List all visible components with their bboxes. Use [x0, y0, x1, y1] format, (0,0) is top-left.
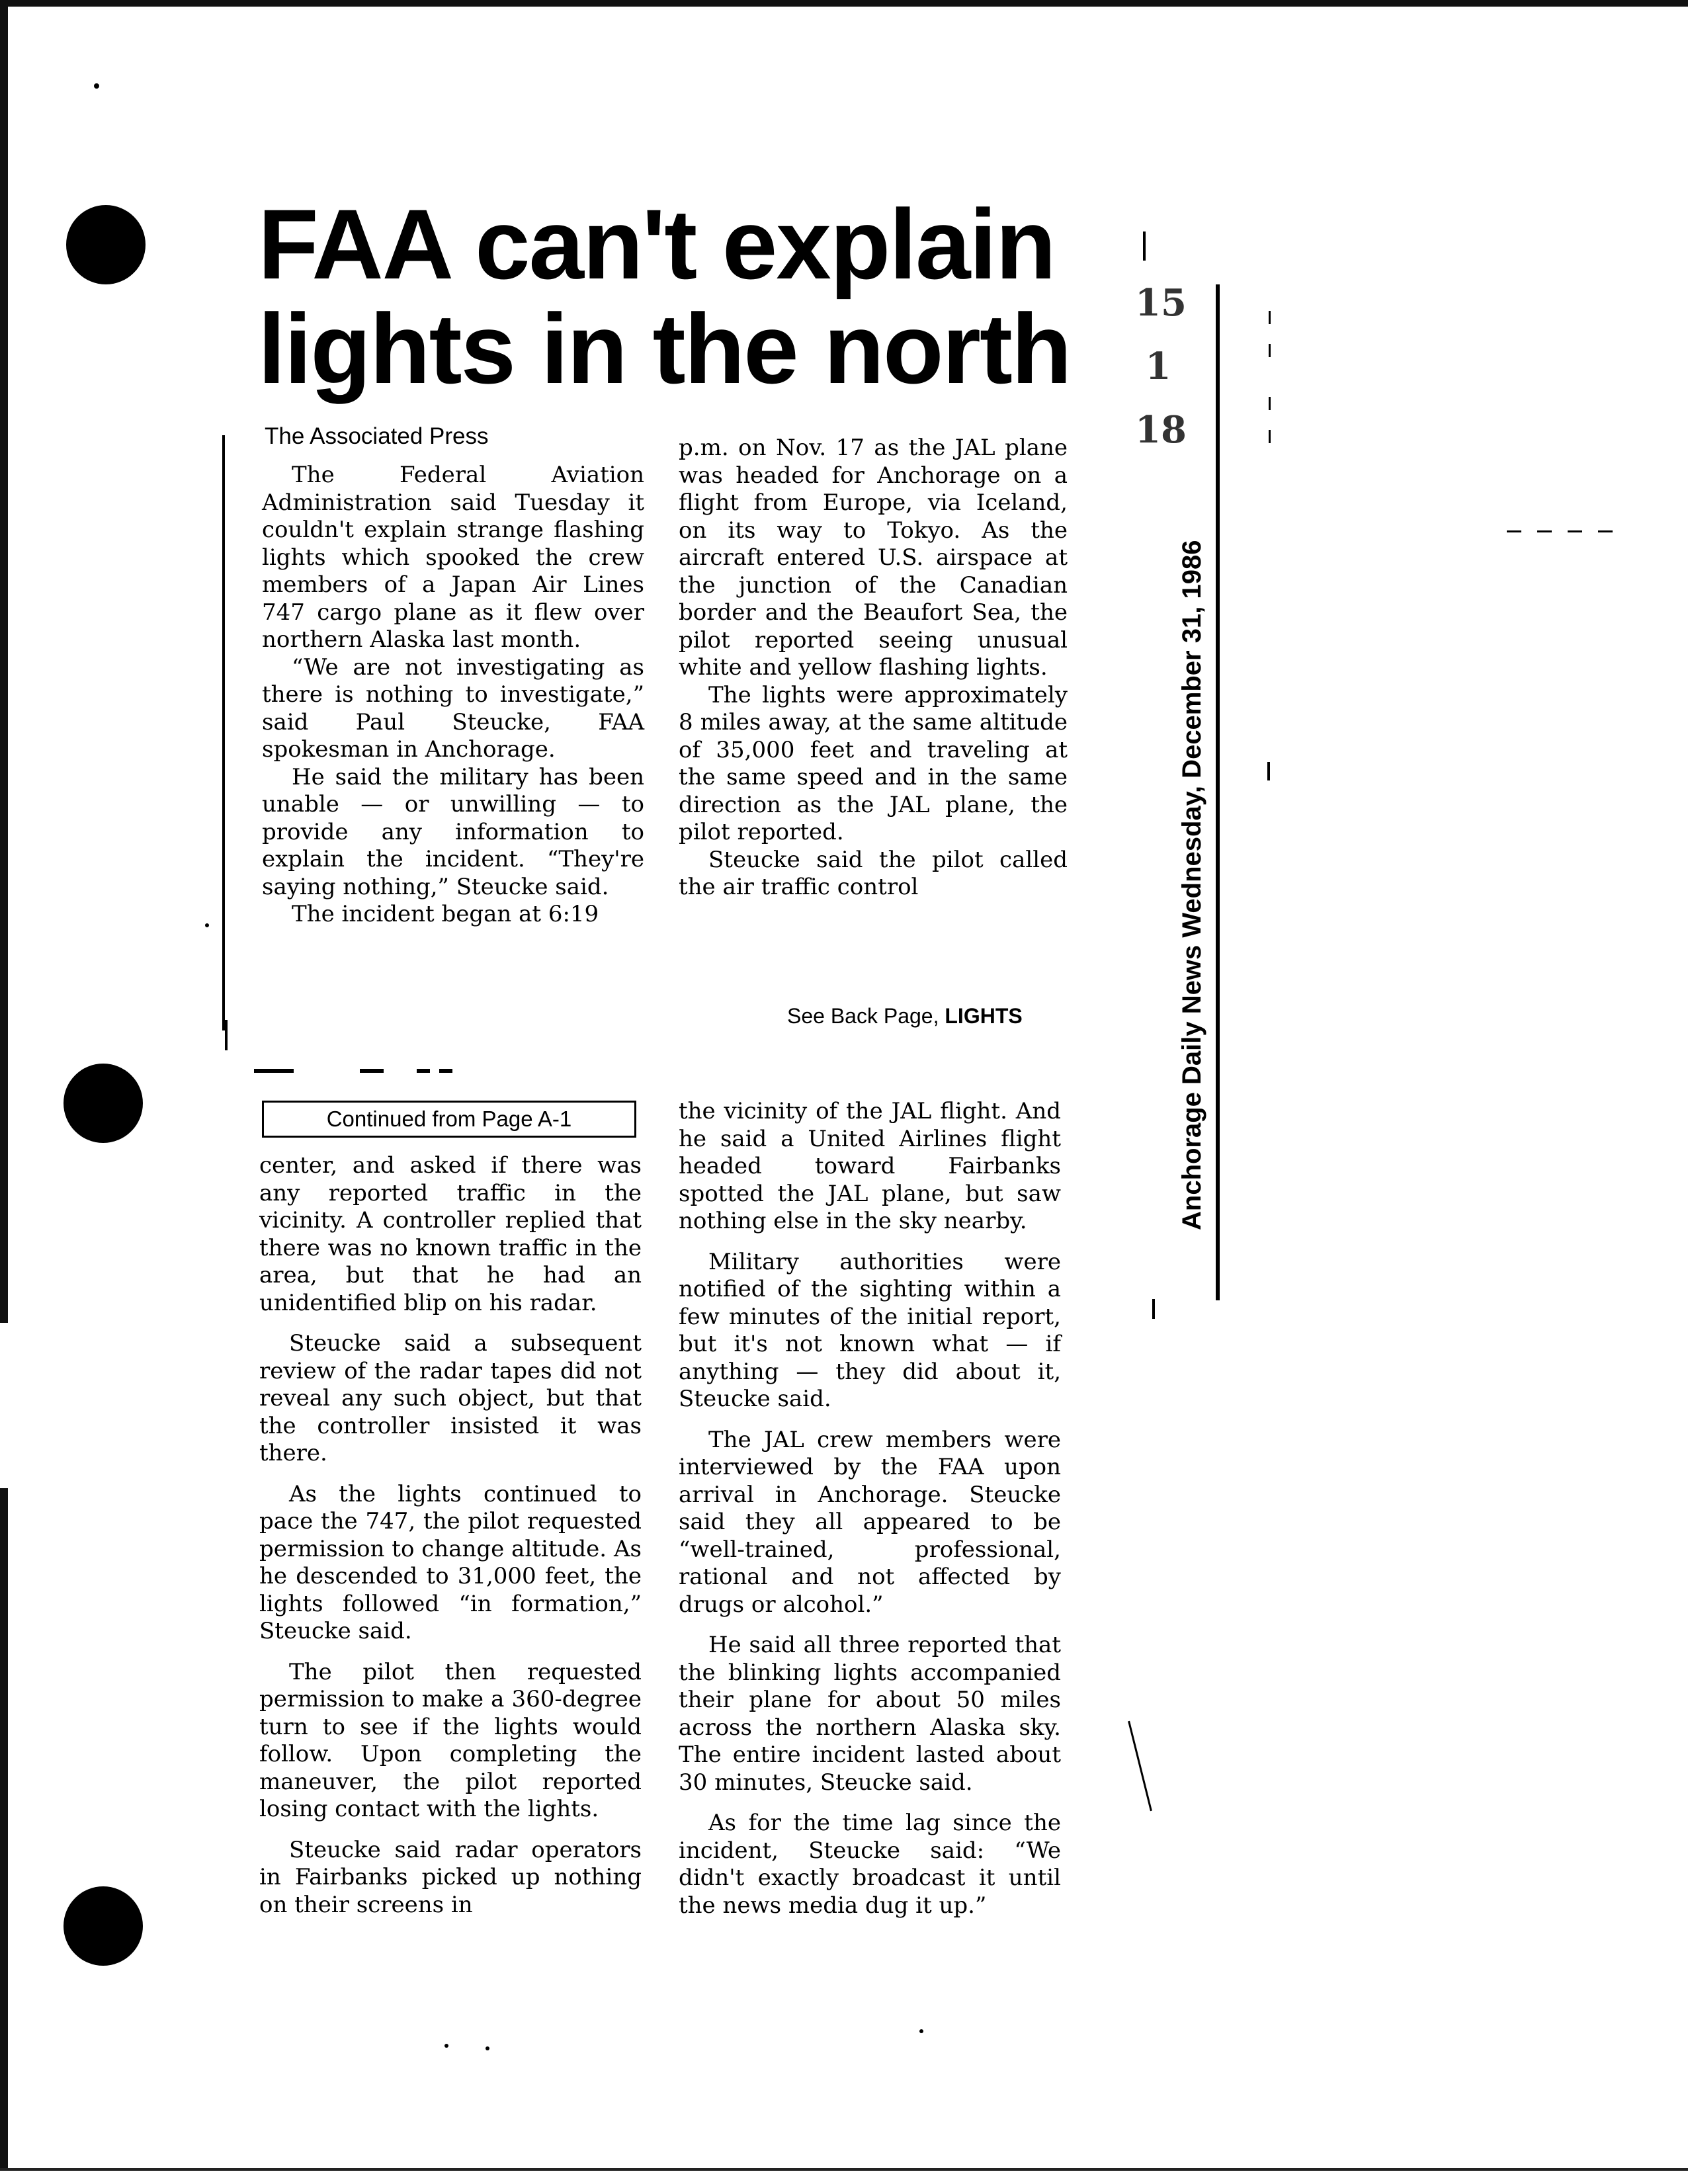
scan-speck [94, 83, 99, 89]
paragraph: The lights were approximately 8 miles away, at the same altitude of 35,000 feet and traveling at the same speed and in the same direction as the JAL plane, the pilot reported. [679, 681, 1068, 845]
paragraph: p.m. on Nov. 17 as the JAL plane was headed for Anchorage on a flight from Europe, via Iceland, on its way to Tokyo. As the aircraft entered U.S. airspace at the junction of the Canadian border and the Beaufort Sea, the pilot reported seeing unusual white and yellow flashing lights. [679, 435, 1068, 681]
column-rule [222, 435, 225, 1030]
paragraph: The pilot then requested permission to make a 360-degree turn to see if the lights would follow. Upon completing the maneuver, the pilot reported losing contact with the lights. [259, 1658, 642, 1822]
scan-mark [1269, 344, 1271, 357]
scan-speck [444, 2044, 448, 2048]
paragraph: The incident began at 6:19 [292, 901, 599, 927]
headline-line-2: lights in the north [258, 293, 1071, 404]
scan-mark [1128, 1721, 1152, 1812]
scan-mark [225, 1020, 228, 1050]
stamp-line: 15 [1135, 281, 1187, 325]
jump-line [787, 1004, 1023, 1029]
paragraph: Steucke said radar operators in Fairbanks picked up nothing on their screens in [259, 1836, 642, 1918]
scan-mark [1267, 762, 1270, 780]
page-edge-bottom [0, 2168, 1688, 2171]
scan-mark [1568, 530, 1582, 532]
scan-speck [205, 923, 209, 927]
paragraph: “We are not investigating as there is nothing to investigate,” said Paul Steucke, FAA spokesman in Anchorage. [262, 653, 644, 763]
scan-mark [1269, 430, 1271, 443]
article-column-4 [679, 1098, 1061, 1919]
scan-mark [1143, 231, 1146, 261]
headline [258, 189, 1091, 404]
paragraph: As for the time lag since the incident, Steucke said: “We didn't exactly broadcast it until the news media dug it up.” [679, 1810, 1061, 1919]
paragraph: The JAL crew members were interviewed by the FAA upon arrival in Anchorage. Steucke said they all appeared to be “well-trained, professional, rational and not affected by drugs or alcohol.” [679, 1426, 1061, 1618]
scan-mark [1507, 530, 1521, 532]
paragraph: He said all three reported that the blinking lights accompanied their plane for about 50 miles across the northern Alaska sky. The entire incident lasted about 30 minutes, Steucke said. [679, 1632, 1061, 1796]
paragraph: Military authorities were notified of the sighting within a few minutes of the initial report, but it's not known what — if anything — they did about it, Steucke said. [679, 1248, 1061, 1412]
byline: The Associated Press [265, 423, 489, 449]
scan-mark [1152, 1299, 1155, 1319]
margin-rule [1216, 284, 1220, 1300]
scan-mark [1269, 397, 1271, 410]
article-column-2 [679, 435, 1068, 902]
paragraph: center, and asked if there was any reported traffic in the vicinity. A controller replied that there was no known traffic in the area, but that he had an unidentified blip on his radar. [259, 1152, 642, 1316]
paragraph: Steucke said the pilot called the air traffic control [679, 846, 1068, 900]
paragraph: The Federal Aviation Administration said Tuesday it couldn't explain strange flashing lights which spooked the crew members of a Japan Air Lines 747 cargo plane as it flew over northern Alaska last month. [262, 462, 644, 653]
punch-hole-top [66, 205, 146, 284]
scan-speck [485, 2046, 489, 2050]
scan-mark [1269, 311, 1271, 324]
stamp-line: 18 [1135, 408, 1187, 452]
scan-mark [1537, 530, 1552, 532]
source-dateline: Anchorage Daily News Wednesday, December 31, 1986 [1177, 540, 1206, 1230]
article-column-1 [262, 462, 644, 929]
paragraph: As the lights continued to pace the 747, the pilot requested permission to change altitude. As he descended to 31,000 feet, the lights followed “in formation,” Steucke said. [259, 1480, 642, 1644]
stamp-line: 1 [1145, 345, 1171, 388]
paragraph: He said the military has been unable — or unwilling — to provide any information to explain the incident. “They're saying nothing,” Steucke said. [262, 763, 644, 900]
page-edge-left [0, 0, 8, 1323]
page-edge-top [0, 0, 1688, 7]
punch-hole-bottom [63, 1886, 143, 1966]
scan-speck [919, 2029, 923, 2033]
punch-hole-middle [63, 1064, 143, 1143]
headline-line-1: FAA can't explain [258, 189, 1055, 300]
handwritten-stamp [1135, 271, 1187, 462]
jump-keyword: LIGHTS [945, 1004, 1023, 1028]
paragraph: the vicinity of the JAL flight. And he said a United Airlines flight headed toward Fairbanks spotted the JAL plane, but saw nothing else in the sky nearby. [679, 1098, 1061, 1234]
scan-mark [1598, 530, 1613, 532]
continued-from-label: Continued from Page A-1 [262, 1101, 636, 1138]
page-edge-left-lower [0, 1488, 8, 2169]
jump-prefix: See Back Page, [787, 1004, 939, 1028]
paragraph: Steucke said a subsequent review of the radar tapes did not reveal any such object, but that the controller insisted it was there. [259, 1330, 642, 1466]
article-column-3 [259, 1152, 642, 1919]
